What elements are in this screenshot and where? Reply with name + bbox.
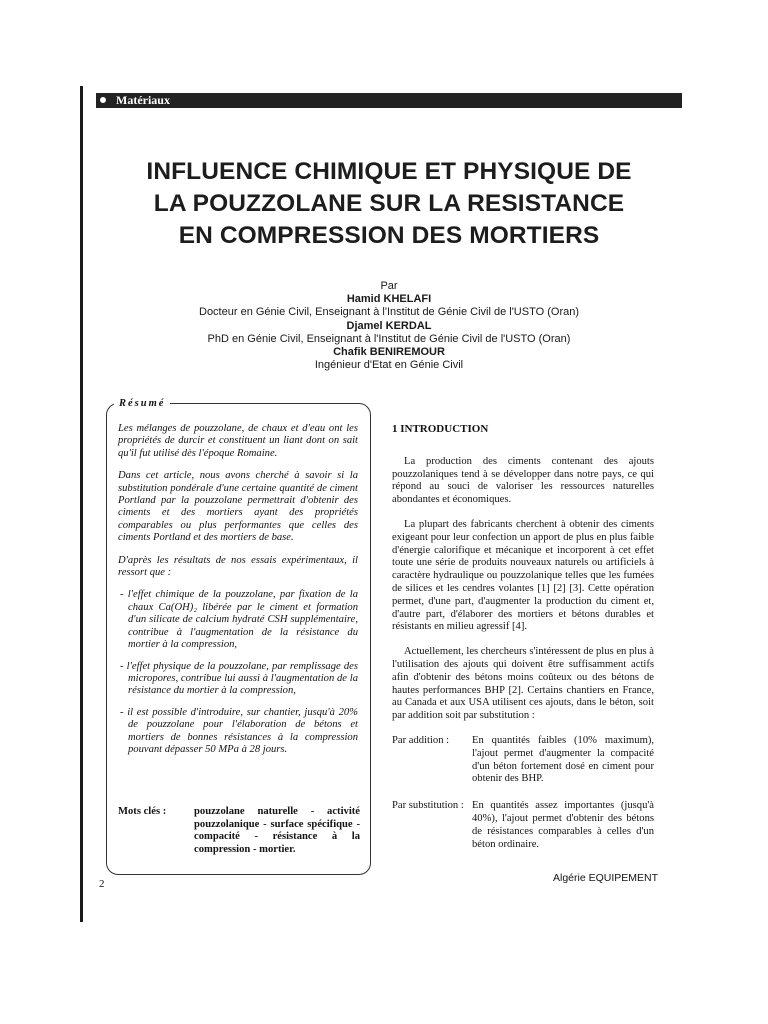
title-line: EN COMPRESSION DES MORTIERS (178, 222, 600, 249)
article-title (96, 156, 682, 252)
abstract-text (118, 423, 358, 765)
abstract-heading: Résumé (114, 398, 170, 409)
author-name: Hamid KHELAFI (346, 293, 432, 306)
author-role: Docteur en Génie Civil, Enseignant à l'Institut de Génie Civil de l'USTO (Oran) (199, 306, 579, 319)
body-paragraph: La production des ciments contenant des ajouts pouzzolaniques tend à se développer dans notre pays, ce qui répond au souci de valoriser les ressources naturelles abondantes et économiques. (392, 455, 654, 506)
keywords-text: pouzzolane naturelle - activité pouzzolanique - surface spécifique - compacité - résistance à la compression - mortier. (194, 806, 360, 855)
abstract-paragraph: Les mélanges de pouzzolane, de chaux et d'eau ont les propriétés de durcir et constituent un liant dont on sait qu'il fut utilisé dès l'époque Romaine. (118, 423, 358, 459)
byline: Par (380, 280, 398, 292)
keywords-label: Mots clés : (118, 806, 167, 817)
body-paragraph: Actuellement, les chercheurs s'intéressent de plus en plus à l'utilisation des ajouts qui doivent être suffisamment actifs afin d'obtenir des bétons moins coûteux ou des bétons de hautes performances BHP [2]. Certains chantiers en France, au Canada et aux USA utilisent ces ajouts, dans le béton, soit par addition soit par substitution : (392, 646, 654, 722)
title-line: INFLUENCE CHIMIQUE ET PHYSIQUE DE (146, 158, 632, 185)
page-edge-rule (80, 86, 83, 922)
abstract-list-item: - il est possible d'introduire, sur chantier, jusqu'à 20% de pouzzolane pour l'élaboration de bétons et mortiers de bonnes résistances à la compression pouvant dépasser 50 MPa à 28 jours. (120, 706, 358, 755)
author-role: Ingénieur d'Etat en Génie Civil (314, 359, 464, 372)
definition-item (392, 800, 654, 851)
abstract-list-item: - l'effet physique de la pouzzolane, par remplissage des micropores, contribue lui aussi à l'augmentation de la résistance du mortier à la compression, (120, 660, 358, 697)
definition-item (392, 735, 654, 786)
bullet-icon (100, 97, 106, 103)
abstract-paragraph: D'après les résultats de nos essais expérimentaux, il ressort que : (118, 554, 358, 579)
definition-text: En quantités faibles (10% maximum), l'ajout permet d'augmenter la compacité d'un béton fortement dosé en ciment pour obtenir des BHP. (472, 734, 654, 785)
definition-term: Par substitution : (392, 800, 464, 812)
section-header-bar (96, 93, 682, 108)
author-role: PhD en Génie Civil, Enseignant à l'Institut de Génie Civil de l'USTO (Oran) (207, 332, 571, 345)
page-number: 2 (99, 878, 105, 890)
publication-footer: Algérie EQUIPEMENT (553, 872, 659, 884)
author-name: Chafik BENIREMOUR (333, 346, 445, 359)
title-line: LA POUZZOLANE SUR LA RESISTANCE (153, 190, 625, 217)
author-name: Djamel KERDAL (346, 319, 432, 332)
definition-term: Par addition : (392, 734, 450, 746)
introduction-heading: 1 INTRODUCTION (392, 423, 489, 435)
abstract-list-item: - l'effet chimique de la pouzzolane, par fixation de la chaux Ca(OH)₂ libérée par le ciment et formation d'un silicate de calcium hydraté CSH supplémentaire, contribue à l'augmentation de la résistance du mortier à la compression, (120, 589, 358, 651)
section-label: Matériaux (116, 93, 170, 107)
author-block (96, 280, 682, 372)
introduction-section (392, 423, 654, 865)
definition-text: En quantités assez importantes (jusqu'à 40%), l'ajout permet d'obtenir des bétons de résistances comparables à celles d'un béton ordinaire. (472, 800, 654, 850)
abstract-paragraph: Dans cet article, nous avons cherché à savoir si la substitution pondérale d'une certaine quantité de ciment Portland par la pouzzolane permettrait d'obtenir des ciments et des mortiers ayant des propriétés comparables ou plus performantes que celles des ciments Portland et des mortiers de base. (118, 470, 358, 544)
body-paragraph: La plupart des fabricants cherchent à obtenir des ciments exigeant pour leur confection un apport de plus en plus faible d'énergie calorifique et mécanique et incorporent à cet effet toute une série de produits nouveaux naturels ou artificiels à caractère hydraulique ou pouzzolanique telles que les fumées de silices et les cendres volantes [1] [2] [3]. Cette opération permet, d'une part, d'augmenter la production du ciment et, d'autre part, d'élaborer des mortiers et bétons durables et résistants en milieu agressif [4]. (392, 518, 654, 633)
